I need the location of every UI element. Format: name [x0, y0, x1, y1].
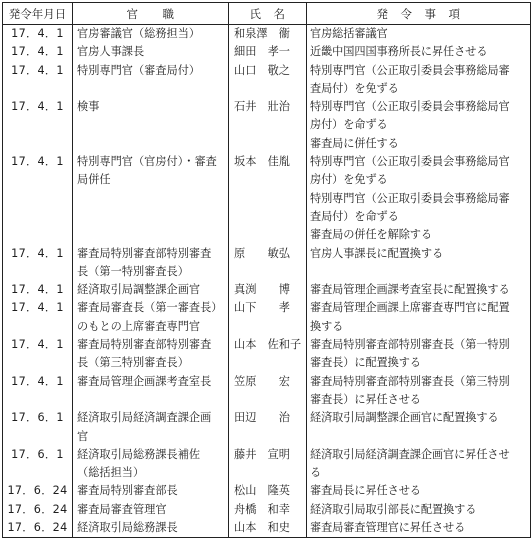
- table-row: [3, 153, 531, 244]
- detail-cell: 特別専門官（公正取引委員会事務総局官 房付）を命ずる 審査局に併任する: [307, 98, 531, 153]
- post-cell: 審査局審査管理官: [73, 501, 229, 519]
- post-cell: 経済取引局総務課長: [73, 519, 229, 538]
- header-name: 氏 名: [229, 3, 307, 25]
- detail-cell: 審査局長に昇任させる: [307, 482, 531, 500]
- table-row: [3, 25, 531, 44]
- detail-cell: 経済取引局調整課企画官に配置換する: [307, 409, 531, 446]
- table-row: [3, 501, 531, 519]
- table-row: [3, 98, 531, 153]
- table-row: [3, 43, 531, 61]
- header-row: [3, 3, 531, 25]
- table-row: [3, 245, 531, 282]
- detail-cell: 審査局審査管理官に昇任させる: [307, 519, 531, 538]
- detail-cell: 審査局特別審査部特別審査長（第三特別 審査長）に昇任させる: [307, 373, 531, 410]
- table-row: [3, 281, 531, 299]
- post-cell: 官房人事課長: [73, 43, 229, 61]
- name-cell: 石井 壯治: [229, 98, 307, 153]
- name-cell: 松山 隆英: [229, 482, 307, 500]
- detail-cell: 近畿中国四国事務所長に昇任させる: [307, 43, 531, 61]
- post-cell: 検事: [73, 98, 229, 153]
- post-cell: 官房審議官（総務担当）: [73, 25, 229, 44]
- table-row: [3, 519, 531, 538]
- name-cell: 山口 敬之: [229, 62, 307, 99]
- post-cell: 審査局審査長（第一審査長） のもとの上席審査専門官: [73, 299, 229, 336]
- post-cell: 審査局特別審査部長: [73, 482, 229, 500]
- name-cell: 原 敏弘: [229, 245, 307, 282]
- detail-cell: 官房人事課長に配置換する: [307, 245, 531, 282]
- detail-cell: 審査局特別審査部特別審査長（第一特別 審査長）に配置換する: [307, 336, 531, 373]
- table-row: [3, 336, 531, 373]
- detail-cell: 審査局管理企画課上席審査専門官に配置 換する: [307, 299, 531, 336]
- date-cell: 17．4．1: [11, 246, 64, 260]
- table-row: [3, 409, 531, 446]
- post-cell: 特別専門官（審査局付）: [73, 62, 229, 99]
- detail-cell: 官房総括審議官: [307, 25, 531, 44]
- post-cell: 審査局特別審査部特別審査 長（第三特別審査長）: [73, 336, 229, 373]
- post-cell: 特別専門官（官房付）・審査 局併任: [73, 153, 229, 244]
- header-detail: 発 令 事 項: [307, 3, 531, 25]
- date-cell: 17．4．1: [11, 301, 64, 315]
- header-post: 官 職: [73, 3, 229, 25]
- date-cell: 17．4．1: [11, 45, 64, 59]
- detail-cell: 審査局管理企画課考査室長に配置換する: [307, 281, 531, 299]
- name-cell: 笠原 宏: [229, 373, 307, 410]
- name-cell: 舟橋 和幸: [229, 501, 307, 519]
- date-cell: 17．4．1: [11, 100, 64, 114]
- table-row: [3, 482, 531, 500]
- name-cell: 山本 佐和子: [229, 336, 307, 373]
- date-cell: 17．6．1: [11, 447, 64, 461]
- date-cell: 17．4．1: [11, 63, 64, 77]
- table-row: [3, 299, 531, 336]
- post-cell: 審査局特別審査部特別審査 長（第一特別審査長）: [73, 245, 229, 282]
- date-cell: 17．6．1: [11, 411, 64, 425]
- name-cell: 田辺 治: [229, 409, 307, 446]
- post-cell: 経済取引局調整課企画官: [73, 281, 229, 299]
- date-cell: 17．6．24: [7, 502, 68, 516]
- detail-cell: 特別専門官（公正取引委員会事務総局審 査局付）を免ずる: [307, 62, 531, 99]
- post-cell: 経済取引局経済調査課企画 官: [73, 409, 229, 446]
- post-cell: 審査局管理企画課考査室長: [73, 373, 229, 410]
- detail-cell: 経済取引局取引部長に配置換する: [307, 501, 531, 519]
- date-cell: 17．4．1: [11, 338, 64, 352]
- table-row: [3, 373, 531, 410]
- name-cell: 和泉澤 衞: [229, 25, 307, 44]
- table-row: [3, 446, 531, 483]
- header-date: 発令年月日: [3, 3, 73, 25]
- name-cell: 山本 和史: [229, 519, 307, 538]
- post-cell: 経済取引局総務課長補佐 （総括担当）: [73, 446, 229, 483]
- date-cell: 17．4．1: [11, 27, 64, 40]
- detail-cell: 特別専門官（公正取引委員会事務総局官 房付）を免ずる 特別専門官（公正取引委員会事務総局審 査局付）を命ずる 審査局の併任を解除する: [307, 153, 531, 244]
- date-cell: 17．4．1: [11, 155, 64, 169]
- date-cell: 17．6．24: [7, 521, 68, 535]
- personnel-table: [2, 2, 531, 538]
- name-cell: 真渕 博: [229, 281, 307, 299]
- name-cell: 藤井 宣明: [229, 446, 307, 483]
- date-cell: 17．4．1: [11, 374, 64, 388]
- date-cell: 17．6．24: [7, 484, 68, 498]
- name-cell: 細田 孝一: [229, 43, 307, 61]
- table-row: [3, 62, 531, 99]
- date-cell: 17．4．1: [11, 283, 64, 297]
- detail-cell: 経済取引局経済調査課企画官に昇任させ る: [307, 446, 531, 483]
- name-cell: 山下 孝: [229, 299, 307, 336]
- name-cell: 坂本 佳胤: [229, 153, 307, 244]
